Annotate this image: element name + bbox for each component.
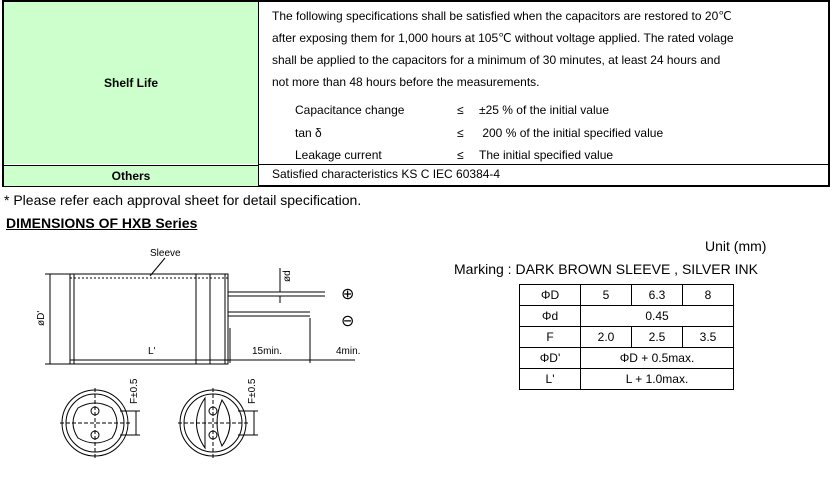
sleeve-label: Sleeve (150, 248, 181, 259)
unit-label: Unit (mm) (705, 238, 767, 254)
capacitor-drawing (0, 238, 440, 478)
row-header: F (520, 327, 581, 348)
minus-icon: ⊖ (341, 311, 355, 330)
table-cell: 2.0 (581, 327, 632, 348)
table-row (520, 306, 734, 327)
bottom-view-left (60, 388, 140, 458)
plus-icon: ⊕ (341, 284, 355, 303)
paragraph-line: after exposing them for 1,000 hours at 105℃ without voltage applied. The rated volage (272, 31, 734, 45)
table-cell: ΦD + 0.5max. (581, 348, 734, 369)
table-cell: 3.5 (683, 327, 734, 348)
table-row (520, 285, 734, 306)
lead-end-label: 4min. (336, 346, 361, 357)
row-divider (258, 164, 828, 165)
approval-note: * Please refer each approval sheet for detail specification. (4, 192, 362, 208)
row-header: L' (520, 369, 581, 390)
length-label: L' (148, 346, 156, 357)
condition-value: The initial specified value (479, 148, 614, 162)
table-row (520, 348, 734, 369)
column-divider (258, 2, 259, 185)
lead-diameter-label: ød (282, 270, 293, 282)
table-cell: L + 1.0max. (581, 369, 734, 390)
shelf-life-paragraph (272, 5, 822, 93)
dimensions-title: DIMENSIONS OF HXB Series (6, 215, 198, 231)
pitch-label-right: F±0.5 (247, 378, 258, 404)
table-cell: 8 (683, 285, 734, 306)
condition-symbol: ≤ (457, 148, 464, 162)
bottom-view-right (178, 388, 258, 458)
paragraph-line: The following specifications shall be satisfied when the capacitors are restored to 20℃ (272, 9, 732, 23)
table-cell: 6.3 (632, 285, 683, 306)
row-header: Φd (520, 306, 581, 327)
shelf-life-label: Shelf Life (4, 2, 258, 164)
condition-value: ±25 % of the initial value (479, 103, 609, 117)
others-label: Others (4, 165, 258, 186)
condition-item: tan δ (295, 126, 322, 140)
others-value: Satisfied characteristics KS C IEC 60384-4 (272, 167, 501, 181)
condition-symbol: ≤ (457, 126, 464, 140)
condition-item: Capacitance change (295, 103, 405, 117)
capacitor-body (45, 258, 355, 364)
od-prime-label: øD' (36, 310, 47, 326)
pitch-label-left: F±0.5 (129, 378, 140, 404)
row-header: ΦD (520, 285, 581, 306)
table-cell: 0.45 (581, 306, 734, 327)
condition-value: 200 % of the initial specified value (479, 126, 664, 140)
spec-table (2, 0, 830, 187)
table-row (520, 327, 734, 348)
paragraph-line: shall be applied to the capacitors for a minimum of 30 minutes, at least 24 hours and (272, 53, 721, 67)
condition-item: Leakage current (295, 148, 382, 162)
table-cell: 5 (581, 285, 632, 306)
dimension-table (519, 284, 734, 390)
table-cell: 2.5 (632, 327, 683, 348)
lead-length-label: 15min. (252, 346, 283, 357)
condition-symbol: ≤ (457, 103, 464, 117)
table-row (520, 369, 734, 390)
row-header: ΦD' (520, 348, 581, 369)
paragraph-line: not more than 48 hours before the measurements. (272, 75, 540, 89)
marking-label: Marking : DARK BROWN SLEEVE , SILVER INK (454, 261, 758, 277)
